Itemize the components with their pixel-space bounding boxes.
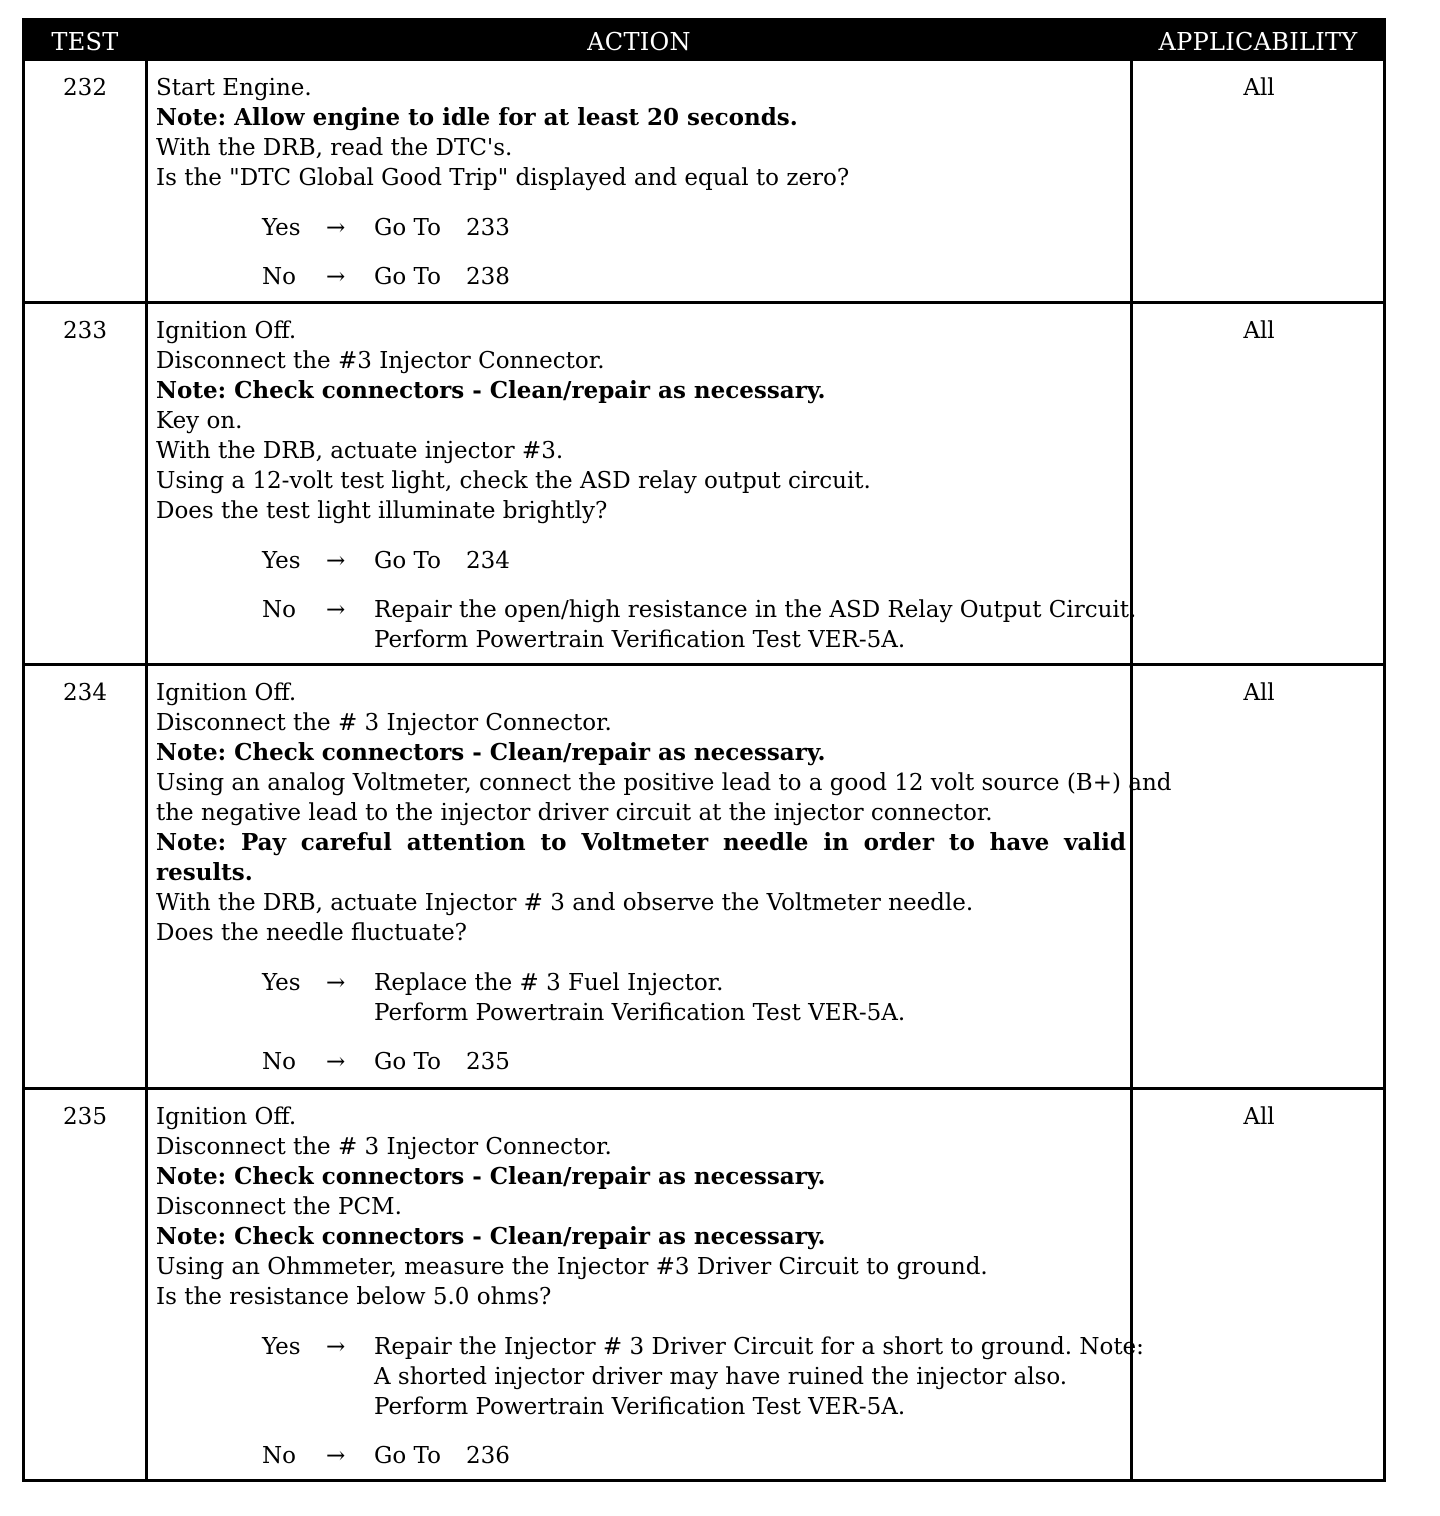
no-label: No [262,597,296,623]
result-text [374,968,905,1028]
table-row [25,61,1383,301]
action-line: With the DRB, actuate injector #3. [156,438,564,464]
result-line: Repair the open/high resistance in the ASD Relay Output Circuit. [374,597,1137,623]
header-test: TEST [51,28,119,56]
action-line: Key on. [156,408,243,434]
action-note: Note: Check connectors - Clean/repair as necessary. [156,1223,826,1250]
test-number: 233 [63,318,107,344]
arrow-icon: → [326,264,346,290]
arrow-icon: → [326,215,346,241]
action-line: Using a 12-volt test light, check the ASD relay output circuit. [156,468,871,494]
goto-label: Go To [374,548,441,574]
result-line: Repair the Injector # 3 Driver Circuit for a short to ground. Note: [374,1334,1144,1360]
no-label: No [262,1443,296,1469]
no-label: No [262,264,296,290]
goto-target: 234 [466,548,510,574]
action-question: Is the resistance below 5.0 ohms? [156,1284,552,1310]
action-line: Using an Ohmmeter, measure the Injector #3 Driver Circuit to ground. [156,1254,988,1280]
action-cell [156,1102,1144,1471]
action-line: Ignition Off. [156,680,297,706]
yes-label: Yes [262,215,301,241]
test-number: 234 [63,680,107,706]
goto-target: 235 [466,1049,510,1075]
action-line: Disconnect the #3 Injector Connector. [156,348,605,374]
yes-label: Yes [262,970,301,996]
result-line: Perform Powertrain Verification Test VER-5A. [374,627,906,653]
action-note: Note: Allow engine to idle for at least 20 seconds. [156,104,798,131]
action-note: Note: Check connectors - Clean/repair as necessary. [156,1163,826,1190]
action-cell [156,316,1137,655]
yes-option [156,968,1126,1028]
goto-label: Go To [374,215,441,241]
result-line: Perform Powertrain Verification Test VER-5A. [374,1394,906,1420]
action-line: With the DRB, actuate Injector # 3 and observe the Voltmeter needle. [156,890,974,916]
goto-target: 238 [466,264,510,290]
yes-option [156,546,1126,576]
yes-label: Yes [262,1334,301,1360]
result-line: Perform Powertrain Verification Test VER-5A. [374,1000,906,1026]
action-note: Note: Check connectors - Clean/repair as necessary. [156,739,826,766]
action-line: Disconnect the # 3 Injector Connector. [156,1134,612,1160]
action-question: Is the "DTC Global Good Trip" displayed and equal to zero? [156,165,850,191]
action-line: Ignition Off. [156,1104,297,1130]
table-row [25,1090,1383,1479]
action-question: Does the needle fluctuate? [156,920,468,946]
test-number: 235 [63,1104,107,1130]
no-option [156,262,1126,292]
action-note: results. [156,859,253,886]
action-note: Note: Pay careful attention to Voltmeter needle in order to have valid [156,829,1126,856]
goto-target: 233 [466,215,510,241]
yes-option [156,1332,1144,1422]
arrow-icon: → [326,597,346,623]
result-text [374,595,1136,655]
arrow-icon: → [326,1049,346,1075]
table-header [25,21,1383,61]
result-line: Replace the # 3 Fuel Injector. [374,970,724,996]
action-line: the negative lead to the injector driver circuit at the injector connector. [156,800,993,826]
no-option [156,1441,1126,1471]
arrow-icon: → [326,970,346,996]
action-line: Ignition Off. [156,318,297,344]
diagnostic-test-table [22,18,1386,1482]
action-line: With the DRB, read the DTC's. [156,135,513,161]
test-number: 232 [63,75,107,101]
applicability-cell: All [1243,680,1275,706]
header-action: ACTION [587,28,691,56]
action-note: Note: Check connectors - Clean/repair as necessary. [156,377,826,404]
arrow-icon: → [326,1443,346,1469]
applicability-cell: All [1243,1104,1275,1130]
no-option [156,1047,1126,1077]
header-applicability: APPLICABILITY [1158,28,1358,56]
applicability-cell: All [1243,318,1275,344]
arrow-icon: → [326,1334,346,1360]
goto-label: Go To [374,1049,441,1075]
goto-target: 236 [466,1443,510,1469]
result-line: A shorted injector driver may have ruined the injector also. [374,1364,1068,1390]
goto-label: Go To [374,1443,441,1469]
action-line: Disconnect the # 3 Injector Connector. [156,710,612,736]
no-option [156,595,1137,655]
yes-label: Yes [262,548,301,574]
applicability-cell: All [1243,75,1275,101]
table-row [25,666,1383,1087]
action-line: Disconnect the PCM. [156,1194,402,1220]
action-question: Does the test light illuminate brightly? [156,498,608,524]
goto-label: Go To [374,264,441,290]
action-line: Using an analog Voltmeter, connect the positive lead to a good 12 volt source (B+) and [156,770,1172,796]
arrow-icon: → [326,548,346,574]
result-text [374,1332,1144,1422]
action-line: Start Engine. [156,75,312,101]
no-label: No [262,1049,296,1075]
yes-option [156,213,1126,243]
action-cell [156,73,1126,292]
table-row [25,304,1383,663]
action-cell [156,678,1172,1077]
